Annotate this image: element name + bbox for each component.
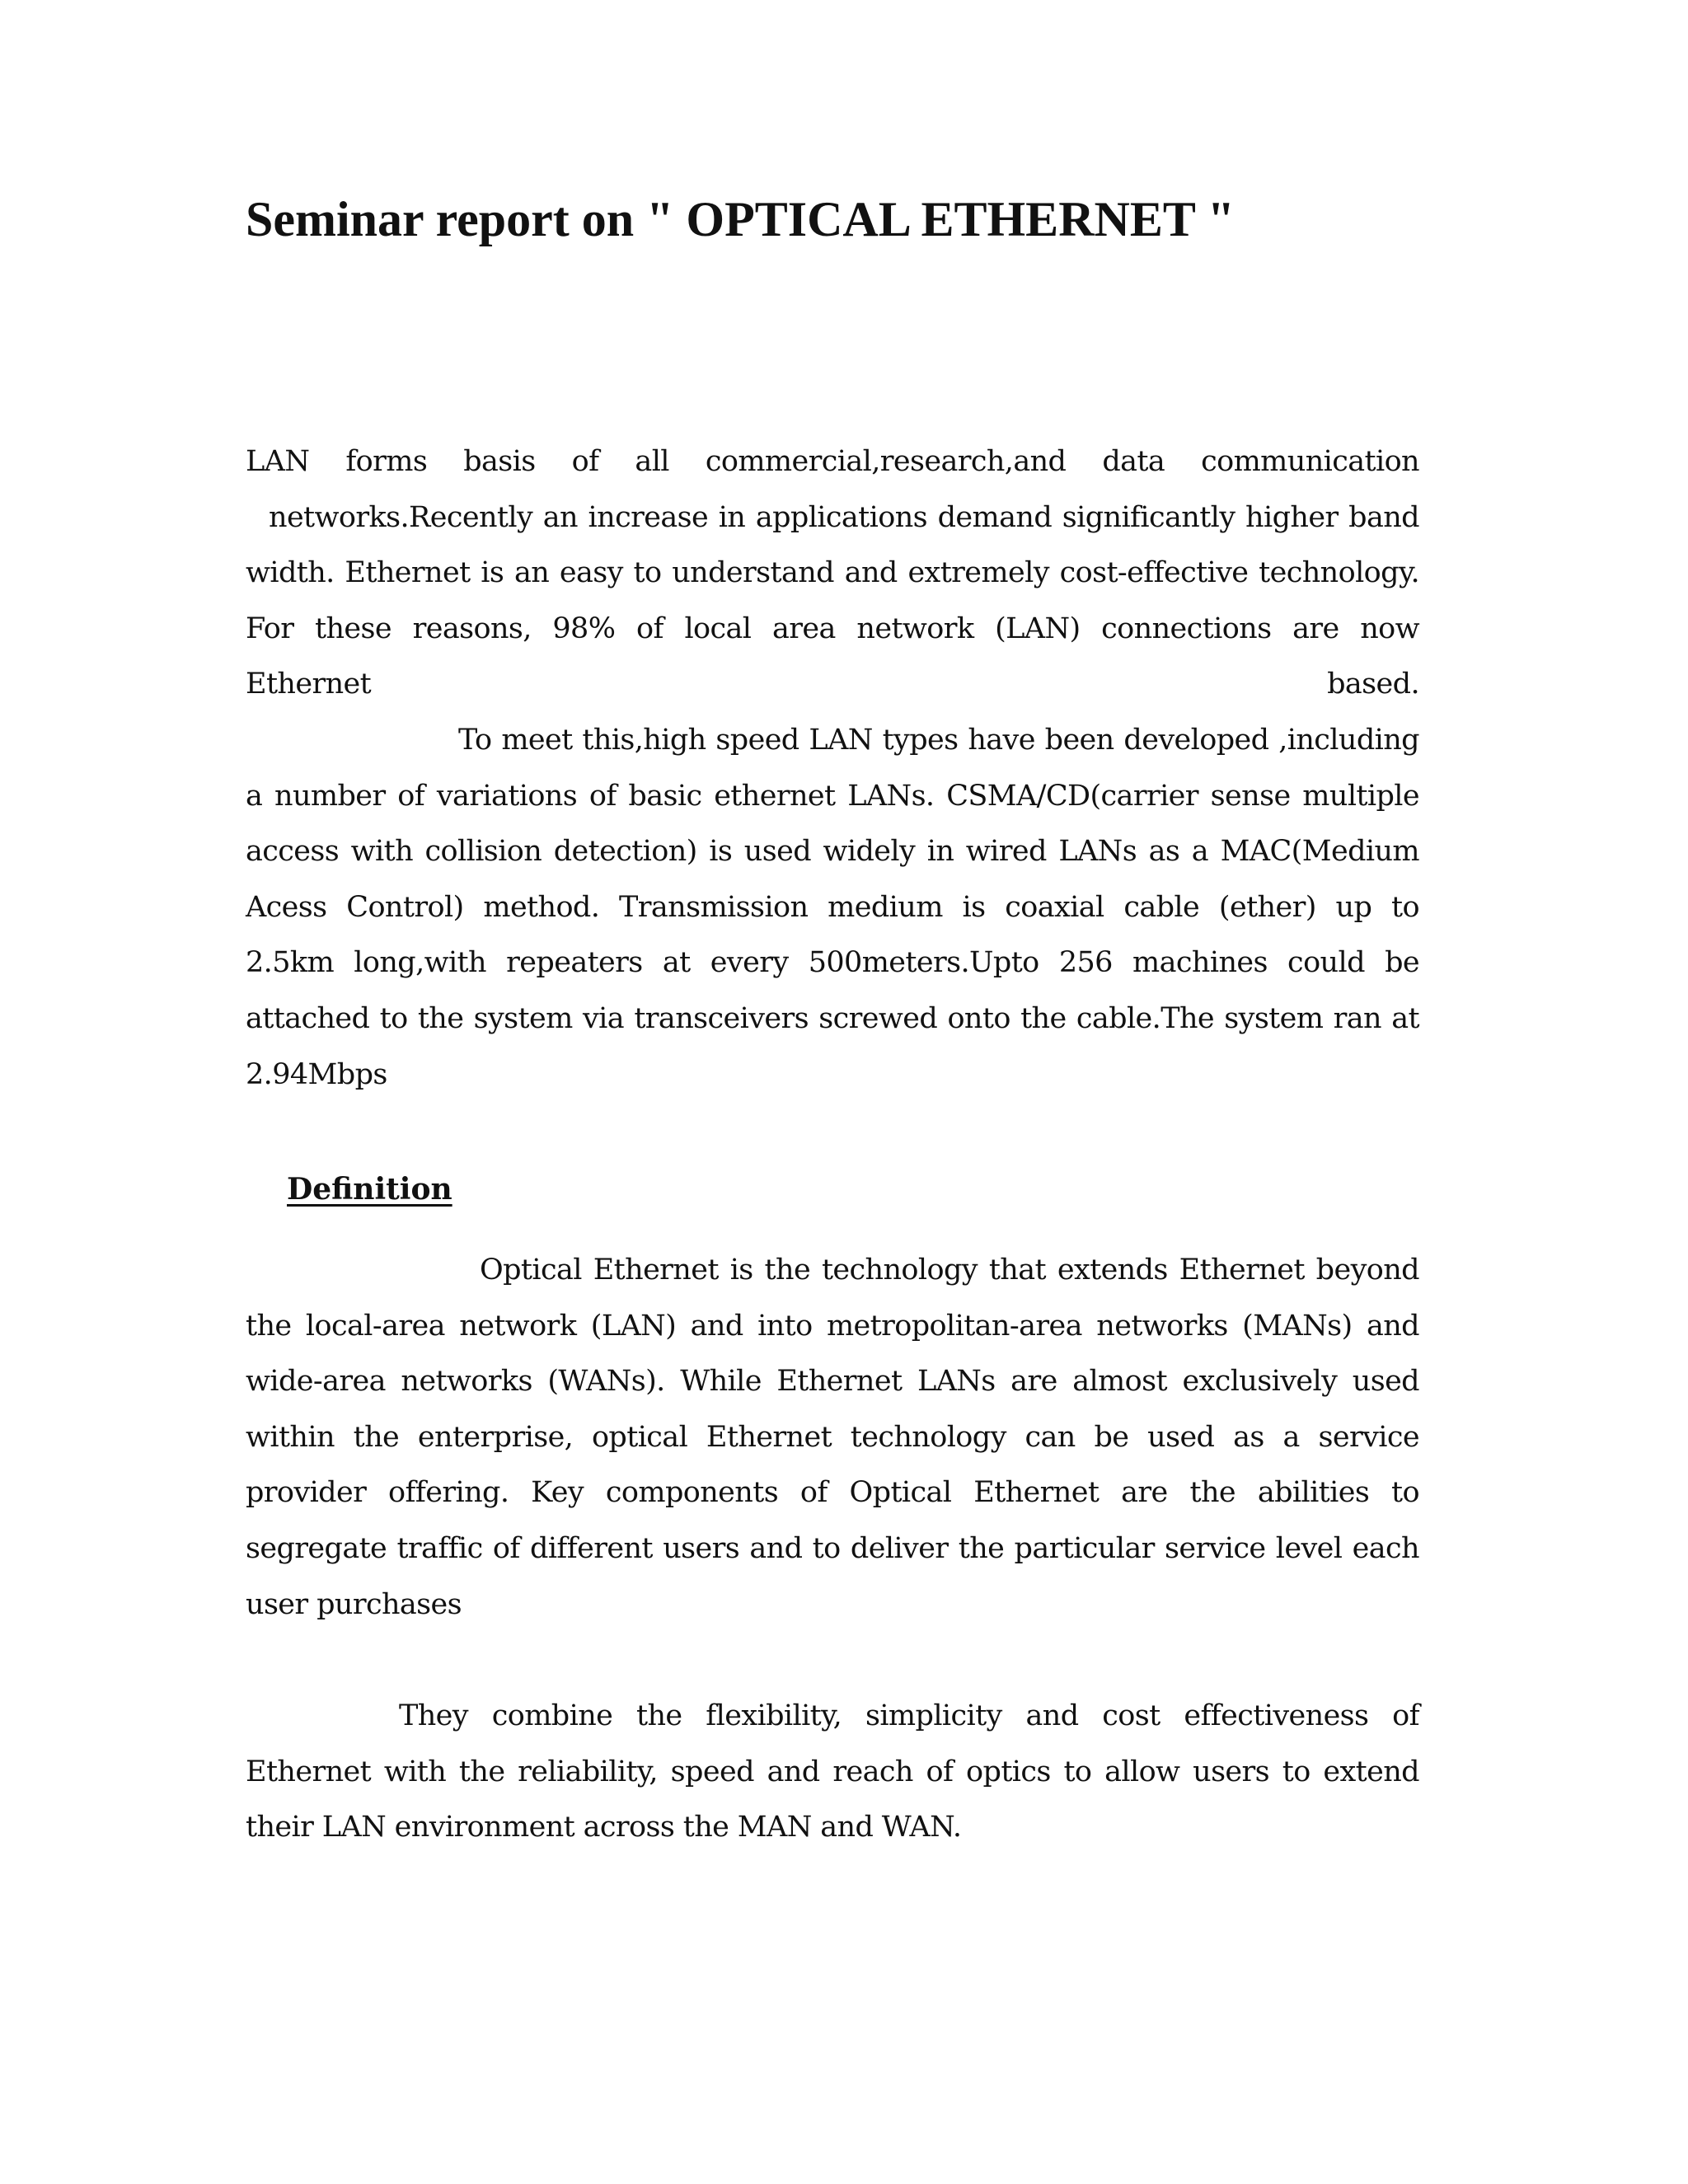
text-line: LAN forms basis of all commercial,research,and data communication [246, 445, 1419, 478]
text-line: To meet this,high speed LAN types have been developed ,including [458, 723, 1419, 757]
text-line: 2.94Mbps [246, 1057, 387, 1091]
text-line: user purchases [246, 1587, 462, 1621]
text-line: attached to the system via transceivers screwed onto the cable.The system ran at [246, 1001, 1419, 1035]
text-line: 2.5km long,with repeaters at every 500meters.Upto 256 machines could be [246, 946, 1419, 980]
text-line: segregate traffic of different users and to deliver the particular service level each [246, 1531, 1419, 1565]
text-line: their LAN environment across the MAN and WAN. [246, 1811, 962, 1844]
text-line: a number of variations of basic ethernet LANs. CSMA/CD(carrier sense multiple [246, 779, 1419, 813]
text-line: Ethernet based. [246, 668, 1419, 701]
text-line: provider offering. Key components of Optical Ethernet are the abilities to [246, 1476, 1419, 1510]
text-line: width. Ethernet is an easy to understand and extremely cost-effective technology. [246, 556, 1419, 590]
text-line: the local-area network (LAN) and into metropolitan-area networks (MANs) and [246, 1309, 1419, 1343]
section-heading-definition: Definition [287, 1172, 452, 1207]
text-line: Optical Ethernet is the technology that extends Ethernet beyond [480, 1254, 1419, 1286]
text-line: Acess Control) method. Transmission medium is coaxial cable (ether) up to [246, 890, 1419, 924]
text-line: networks.Recently an increase in applications demand significantly higher band [269, 500, 1419, 534]
text-line: Ethernet with the reliability, speed and reach of optics to allow users to extend [246, 1755, 1419, 1788]
page-title: Seminar report on " OPTICAL ETHERNET " [246, 192, 1236, 246]
definition-paragraph [246, 1243, 1419, 1633]
text-line: For these reasons, 98% of local area network (LAN) connections are now [246, 612, 1419, 645]
text-line: within the enterprise, optical Ethernet technology can be used as a service [246, 1420, 1419, 1454]
text-line: They combine the flexibility, simplicity and cost effectiveness of [399, 1699, 1419, 1732]
text-line: wide-area networks (WANs). While Ethernet LANs are almost exclusively used [246, 1365, 1419, 1399]
text-line: access with collision detection) is used widely in wired LANs as a MAC(Medium [246, 835, 1419, 869]
closing-paragraph [246, 1689, 1419, 1856]
intro-paragraph [246, 434, 1419, 1103]
